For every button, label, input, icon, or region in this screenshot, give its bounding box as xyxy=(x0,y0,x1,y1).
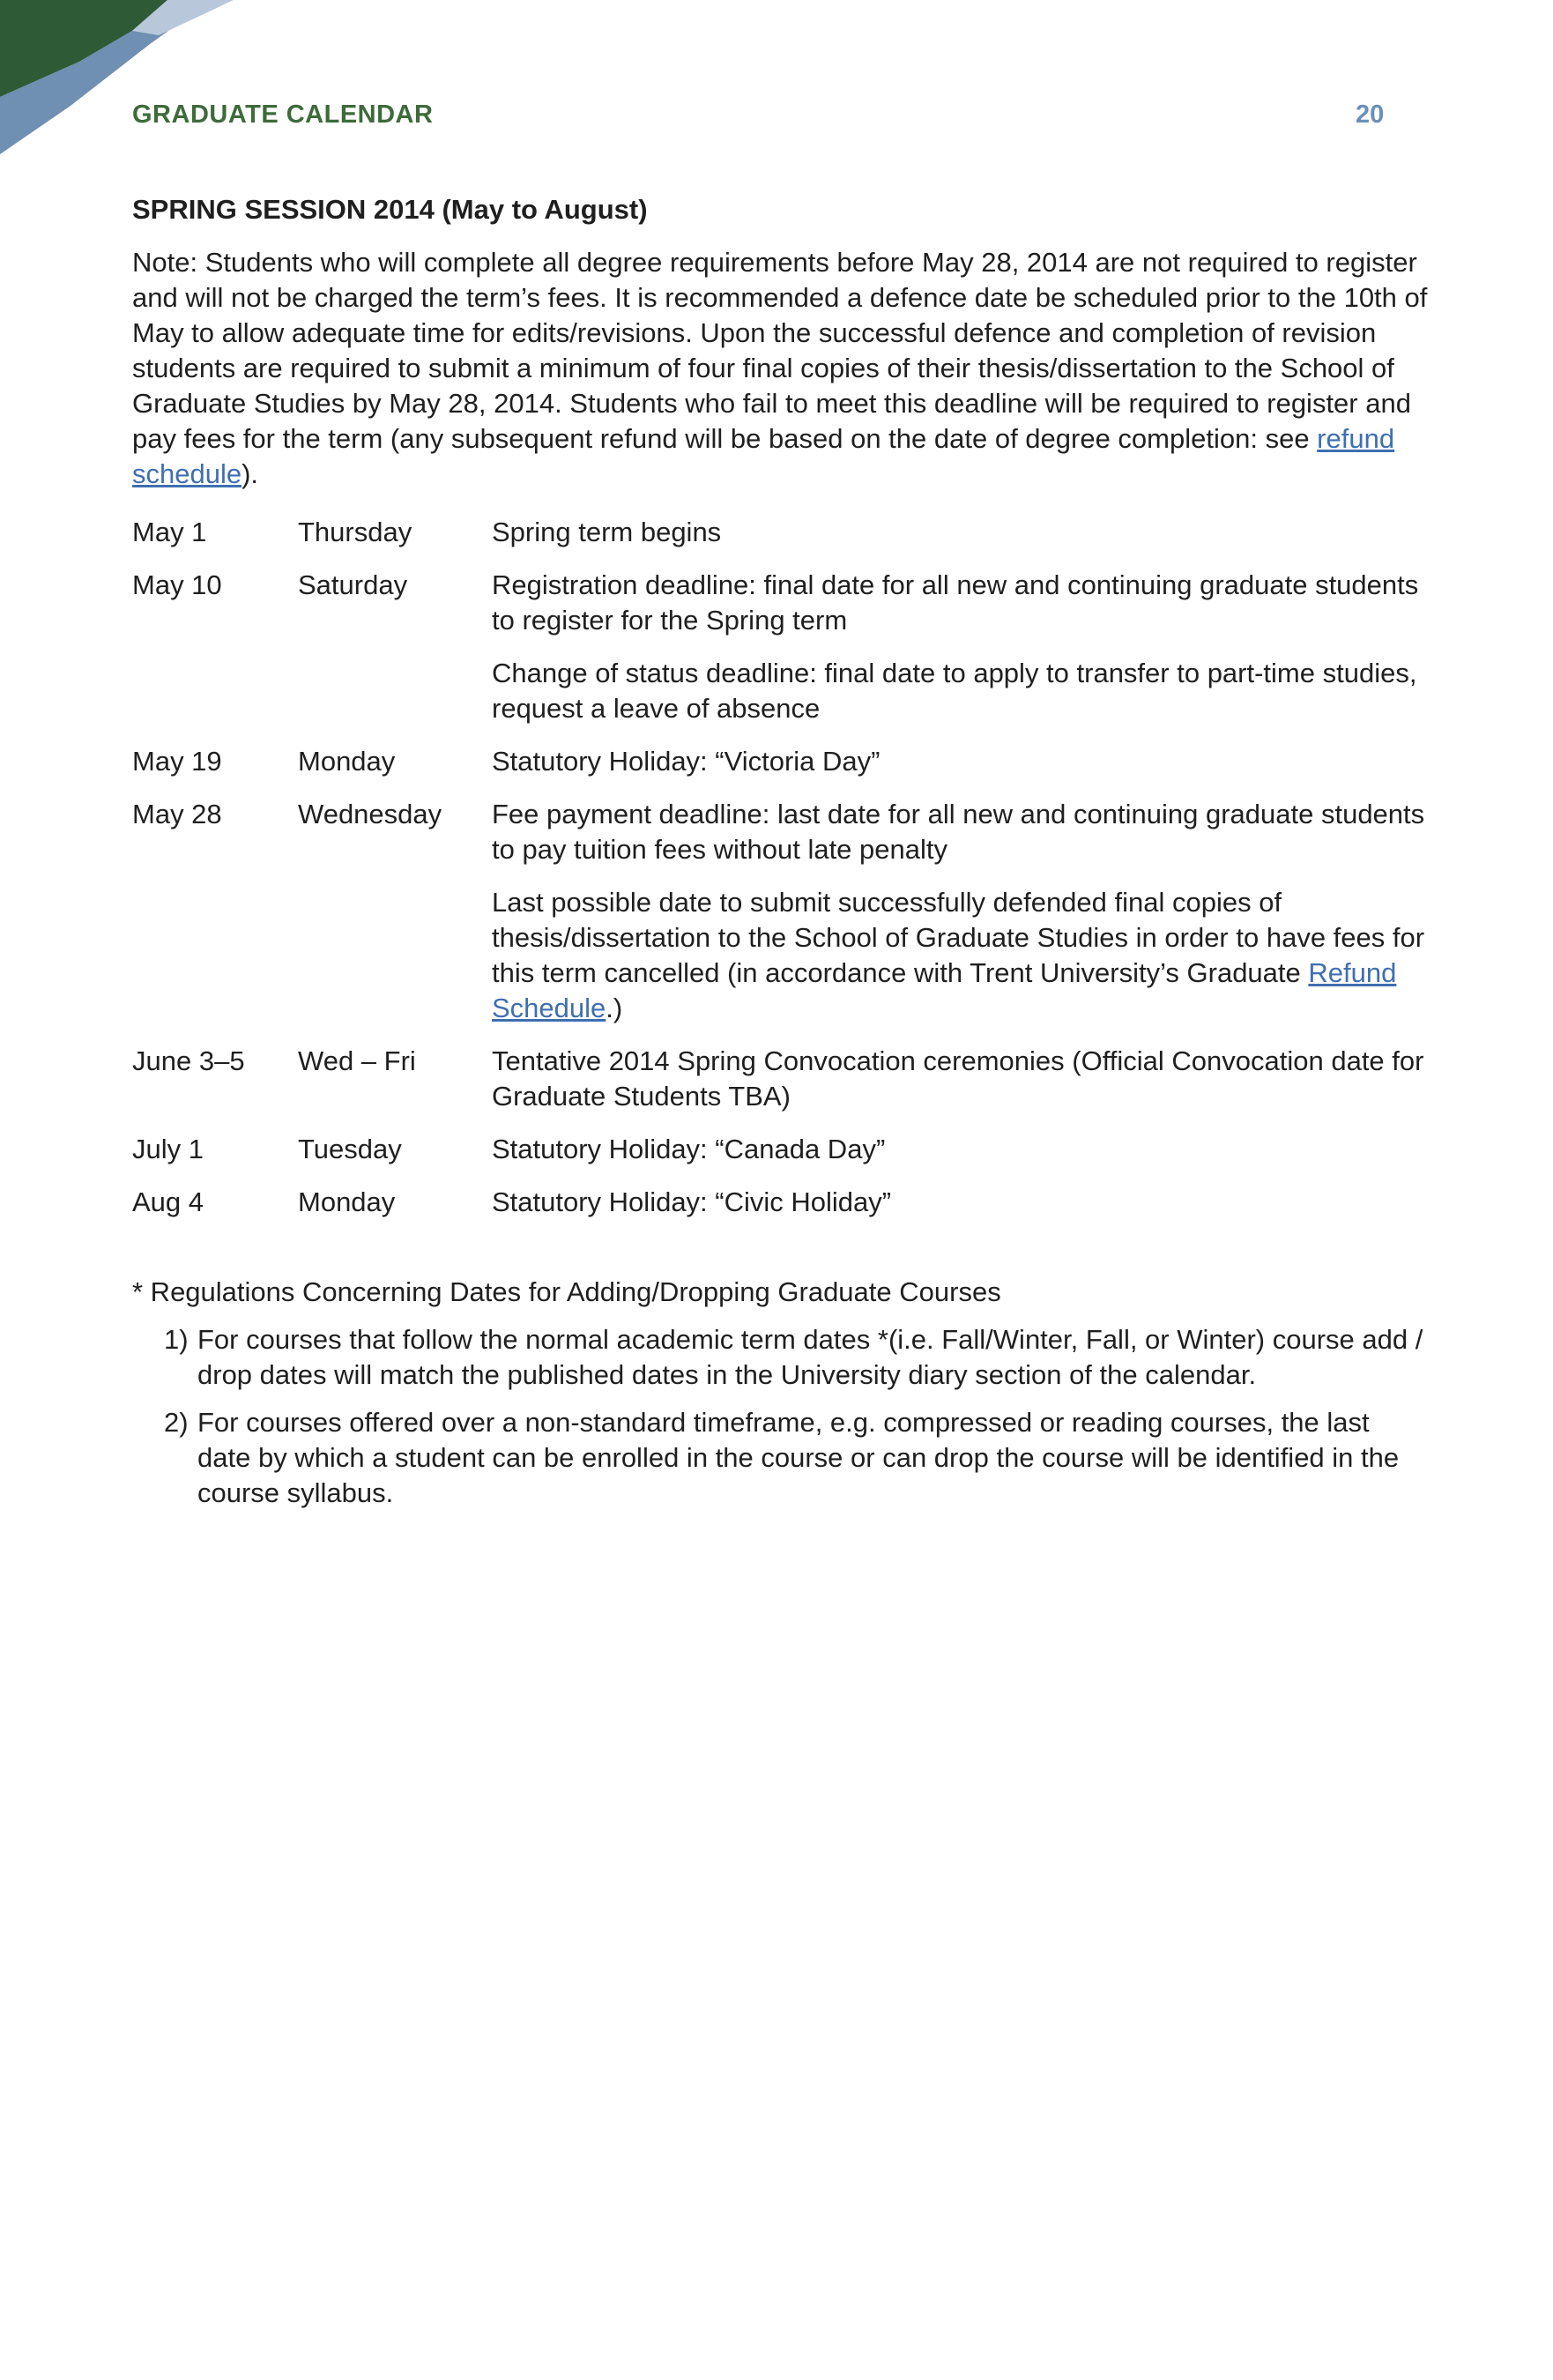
calendar-day: Monday xyxy=(298,1186,396,1217)
regulation-number: 1) xyxy=(164,1324,189,1355)
entry-text-end: .) xyxy=(606,993,623,1023)
calendar-entry: Registration deadline: final date for all new and continuing graduate students to register for the Spring term xyxy=(492,569,1419,636)
calendar-entry: Fee payment deadline: last date for all new and continuing graduate students to pay tuition fees without late penalty xyxy=(492,799,1425,865)
calendar-day: Tuesday xyxy=(298,1134,402,1164)
main-content xyxy=(132,192,1428,1523)
header-title: GRADUATE CALENDAR xyxy=(132,100,434,129)
calendar-day: Wednesday xyxy=(298,799,442,829)
regulations-section xyxy=(132,1275,1428,1511)
regulation-number: 2) xyxy=(164,1407,189,1438)
calendar-entry: Spring term begins xyxy=(492,517,722,547)
calendar-day: Monday xyxy=(298,746,396,777)
refund-schedule-link[interactable]: refund schedule xyxy=(132,423,1395,489)
calendar-description xyxy=(492,568,1428,726)
calendar-date: May 1 xyxy=(132,517,207,547)
refund-schedule-link[interactable]: Refund Schedule xyxy=(492,957,1397,1023)
calendar-row xyxy=(132,797,1428,1026)
section-title: SPRING SESSION 2014 (May to August) xyxy=(132,194,648,225)
page-number: 20 xyxy=(1356,100,1385,129)
calendar-description xyxy=(492,744,1428,779)
calendar-entry: Statutory Holiday: “Victoria Day” xyxy=(492,746,881,777)
calendar-description xyxy=(492,515,1428,550)
calendar-row xyxy=(132,1185,1428,1220)
calendar-date: June 3–5 xyxy=(132,1045,245,1076)
calendar-row xyxy=(132,515,1428,550)
note-text: Note: Students who will complete all degree requirements before May 28, 2014 are not required to register and will not be charged the term’s fees. It is recommended a defence date be scheduled prior to the 10th of May to allow adequate time for edits/revisions. Upon the successful defence and completion of revision students are required to submit a minimum of four final copies of their thesis/dissertation to the School of Graduate Studies by May 28, 2014. Students who fail to meet this deadline will be required to register and pay fees for the term (any subsequent refund will be based on the date of degree completion: see xyxy=(132,247,1428,454)
calendar-entry: Statutory Holiday: “Canada Day” xyxy=(492,1134,886,1164)
corner-decoration xyxy=(0,0,247,176)
calendar-row xyxy=(132,568,1428,726)
calendar-entry: Statutory Holiday: “Civic Holiday” xyxy=(492,1186,892,1217)
regulation-item xyxy=(164,1405,1428,1511)
calendar-day: Wed – Fri xyxy=(298,1045,416,1076)
calendar-description xyxy=(492,1132,1428,1167)
calendar-entry: Tentative 2014 Spring Convocation ceremonies (Official Convocation date for Graduate Students TBA) xyxy=(492,1045,1424,1112)
calendar-row xyxy=(132,1132,1428,1167)
calendar-description xyxy=(492,797,1428,1026)
calendar-date: May 19 xyxy=(132,746,222,777)
calendar-row xyxy=(132,1044,1428,1114)
calendar-date: May 28 xyxy=(132,799,222,829)
calendar-table xyxy=(132,515,1428,1220)
calendar-entry xyxy=(492,885,1428,1026)
regulation-text: For courses offered over a non-standard timeframe, e.g. compressed or reading courses, the last date by which a student can be enrolled in the course or can drop the course will be identified in the course syllabus. xyxy=(197,1407,1400,1508)
note-text-end: ). xyxy=(241,458,259,489)
calendar-date: Aug 4 xyxy=(132,1186,204,1217)
calendar-entry: Change of status deadline: final date to apply to transfer to part-time studies, request a leave of absence xyxy=(492,658,1417,724)
calendar-description xyxy=(492,1185,1428,1220)
regulations-heading: * Regulations Concerning Dates for Adding/Dropping Graduate Courses xyxy=(132,1276,1001,1307)
calendar-day: Saturday xyxy=(298,569,408,600)
regulation-item xyxy=(164,1322,1428,1393)
calendar-description xyxy=(492,1044,1428,1114)
calendar-date: July 1 xyxy=(132,1134,204,1164)
calendar-row xyxy=(132,744,1428,779)
session-note xyxy=(132,245,1428,492)
regulation-text: For courses that follow the normal academic term dates *(i.e. Fall/Winter, Fall, or Winter) course add / drop dates will match the published dates in the University diary section of the calendar. xyxy=(197,1324,1423,1390)
entry-text: Last possible date to submit successfully defended final copies of thesis/dissertation to the School of Graduate Studies in order to have fees for this term cancelled (in accordance with Trent University’s Graduate xyxy=(492,887,1425,988)
calendar-day: Thursday xyxy=(298,517,412,547)
calendar-date: May 10 xyxy=(132,569,222,600)
